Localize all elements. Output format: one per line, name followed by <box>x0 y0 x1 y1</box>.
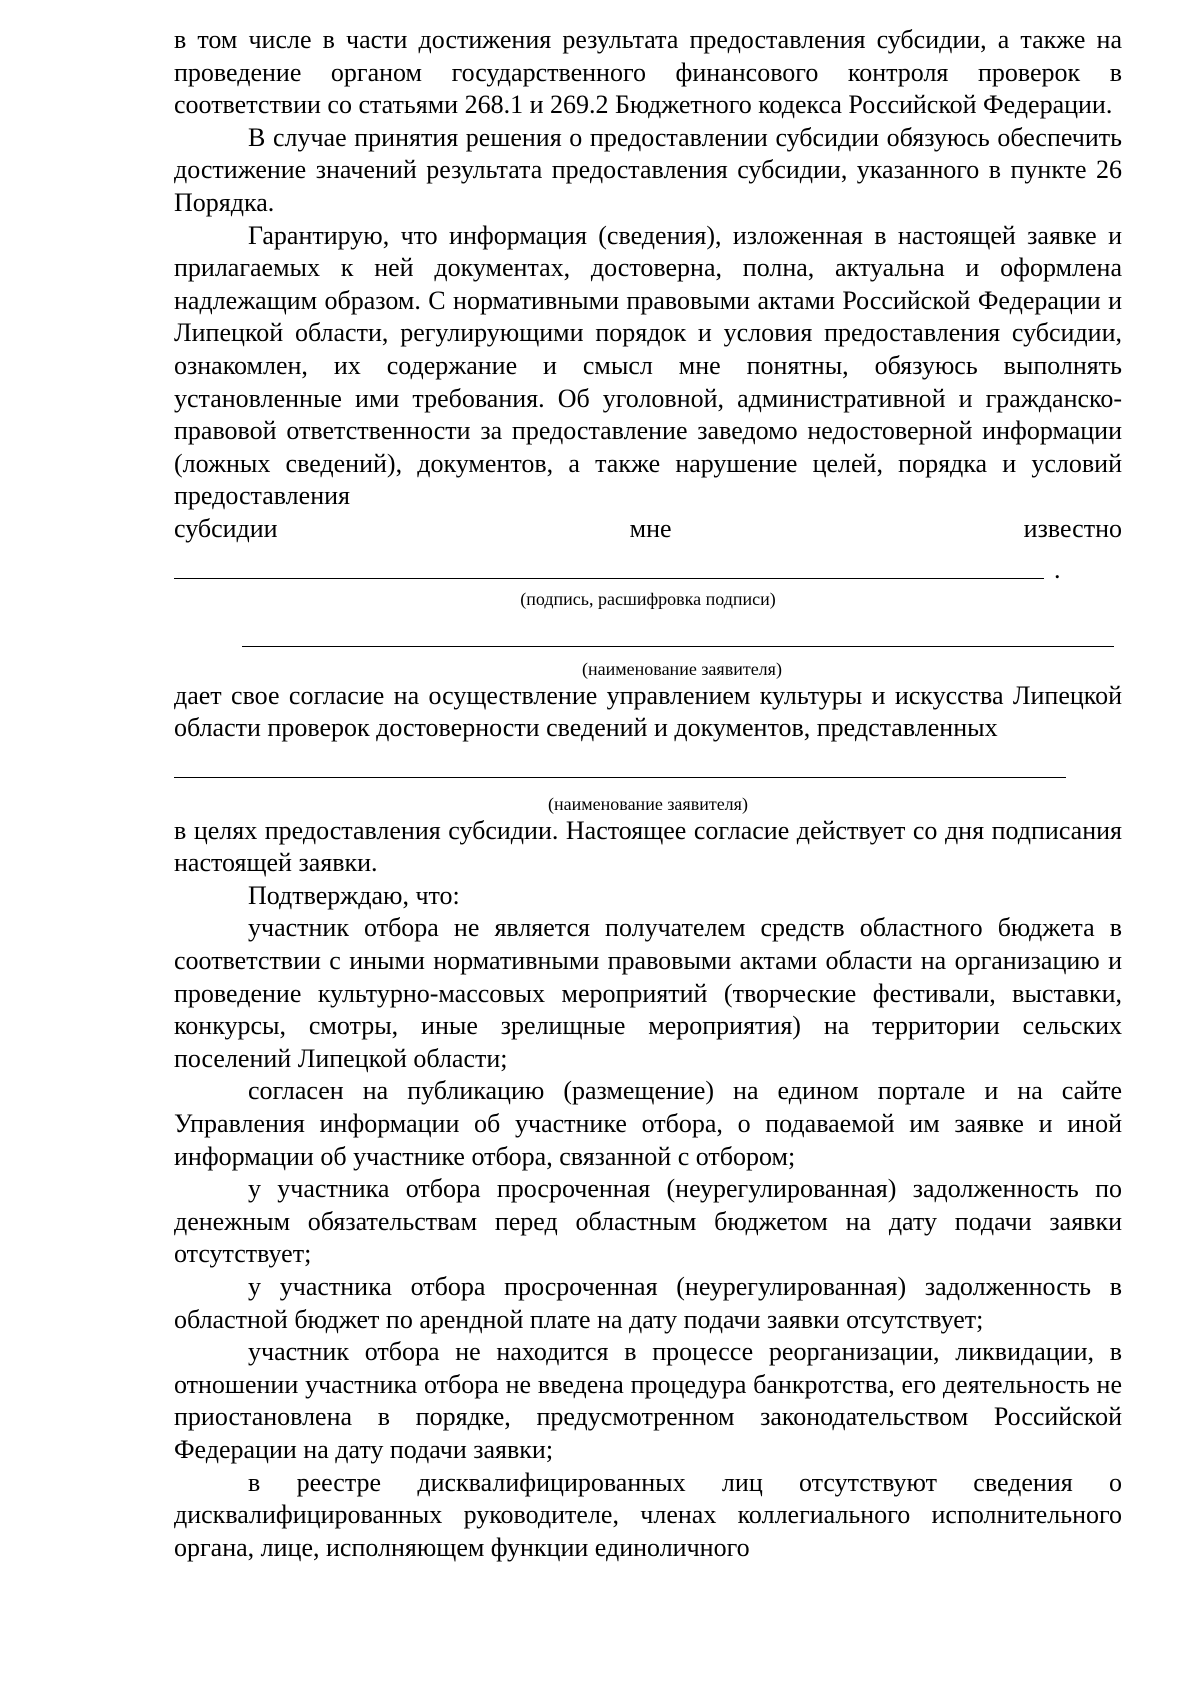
paragraph-consent: дает свое согласие на осуществление управлением культуры и искусства Липецкой области проверок достоверности сведений и документов, представленных <box>174 680 1122 743</box>
paragraph-guarantee: Гарантирую, что информация (сведения), изложенная в настоящей заявке и прилагаемых к ней документах, достоверна, полна, актуальна и оформлена надлежащим образом. С нормативными правовыми актами Российской Федерации и Липецкой области, регулирующими порядок и условия предоставления субсидии, ознакомлен, их содержание и смысл мне понятны, обязуюсь выполнять установленные ими требования. Об уголовной, административной и гражданско-правовой ответственности за предоставление заведомо недостоверной информации (ложных сведений), документов, а также нарушение целей, порядка и условий предоставления <box>174 220 1122 511</box>
signature-line[interactable] <box>174 578 1044 579</box>
paragraph-disqualified-registry: в реестре дисквалифицированных лиц отсутствуют сведения о дисквалифицированных руководителе, членах коллегиального исполнительного органа, лице, исполняющем функции единоличного <box>174 1467 1122 1562</box>
applicant-name-line-1[interactable] <box>242 646 1114 647</box>
document-page <box>174 24 1122 1564</box>
paragraph-no-reorganization: участник отбора не находится в процессе реорганизации, ликвидации, в отношении участника отбора не введена процедура банкротства, его деятельность не приостановлена в порядке, предусмотренном законодательством Российской Федерации на дату подачи заявки; <box>174 1337 1122 1464</box>
signature-row <box>174 546 1122 586</box>
paragraph-result-commitment: В случае принятия решения о предоставлении субсидии обязуюсь обеспечить достижение значений результата предоставления субсидии, указанного в пункте 26 Порядка. <box>174 122 1122 217</box>
applicant-name-caption-2: (наименование заявителя) <box>548 793 748 814</box>
paragraph-guarantee-last-line: субсидии мне известно <box>174 513 1122 543</box>
signature-caption: (подпись, расшифровка подписи) <box>520 588 776 609</box>
applicant-name-line-2[interactable] <box>174 777 1066 778</box>
signature-dot: . <box>1054 554 1061 584</box>
paragraph-consent-purpose: в целях предоставления субсидии. Настоящее согласие действует со дня подписания настоящей заявки. <box>174 815 1122 878</box>
applicant-name-row-1 <box>174 610 1122 656</box>
paragraph-no-debt-rent: у участника отбора просроченная (неурегулированная) задолженность в областной бюджет по арендной плате на дату подачи заявки отсутствует; <box>174 1272 1122 1334</box>
paragraph-confirm-heading: Подтверждаю, что: <box>248 880 460 910</box>
applicant-name-caption-1: (наименование заявителя) <box>582 658 782 679</box>
paragraph-not-recipient: участник отбора не является получателем средств областного бюджета в соответствии с иными нормативными правовыми актами области на организацию и проведение культурно-массовых мероприятий (творческие фестивали, выставки, конкурсы, смотры, иные зрелищные мероприятия) на территории сельских поселений Липецкой области; <box>174 913 1122 1073</box>
paragraph-no-debt-budget: у участника отбора просроченная (неурегулированная) задолженность по денежным обязательствам перед областным бюджетом на дату подачи заявки отсутствует; <box>174 1174 1122 1269</box>
applicant-name-row-2 <box>174 745 1122 791</box>
paragraph-publication-consent: согласен на публикацию (размещение) на едином портале и на сайте Управления информации об участнике отбора, о подаваемой им заявке и иной информации об участнике отбора, связанной с отбором; <box>174 1076 1122 1171</box>
paragraph-control-checks: в том числе в части достижения результата предоставления субсидии, а также на проведение органом государственного финансового контроля проверок в соответствии со статьями 268.1 и 269.2 Бюджетного кодекса Российской Федерации. <box>174 25 1122 120</box>
